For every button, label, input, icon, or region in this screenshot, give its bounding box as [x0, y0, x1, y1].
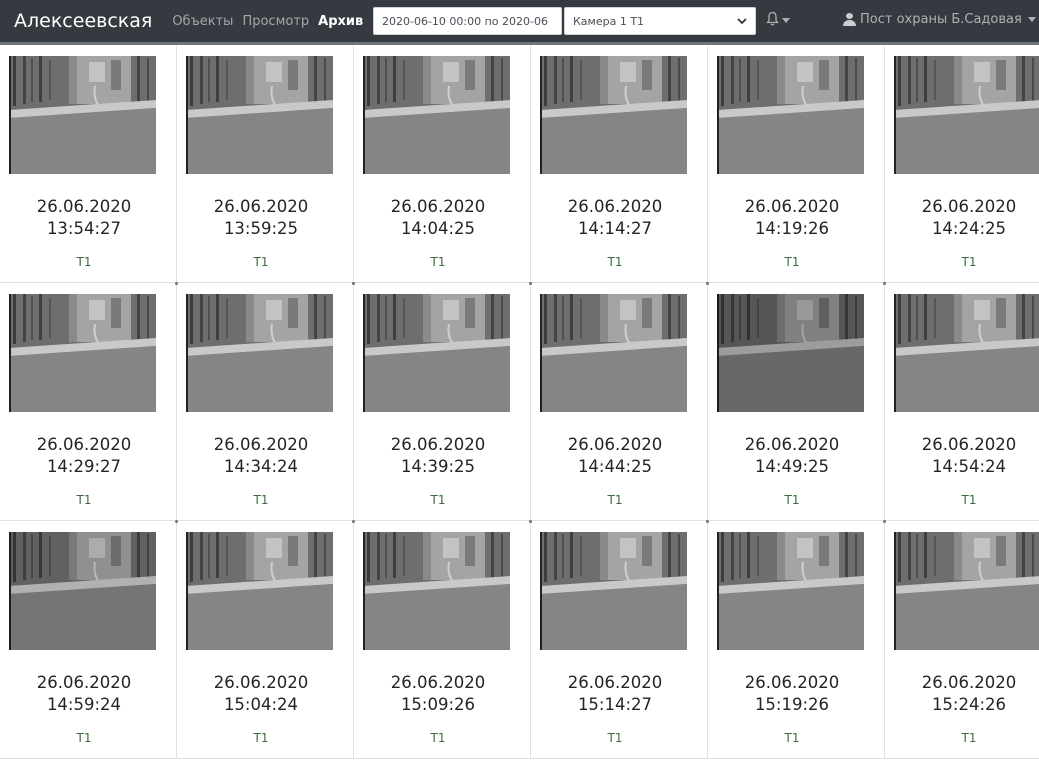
frame-camera-label: T1 [253, 493, 269, 507]
camera-select-value: Камера 1 Т1 [573, 14, 645, 28]
frame-card[interactable] [531, 521, 708, 759]
nav-link-objects[interactable]: Объекты [172, 13, 234, 29]
frame-date: 26.06.2020 [921, 197, 1017, 216]
grid-separator-dot [352, 282, 355, 285]
frame-thumbnail[interactable] [186, 294, 333, 412]
frame-thumbnail[interactable] [894, 532, 1039, 650]
top-navbar [0, 0, 1039, 42]
frame-card[interactable] [354, 283, 531, 521]
grid-separator-dot [352, 520, 355, 523]
frame-time: 14:29:27 [46, 457, 122, 476]
user-icon [843, 13, 856, 26]
frame-card[interactable] [0, 521, 177, 759]
frame-time: 14:19:26 [754, 219, 830, 238]
frame-date: 26.06.2020 [744, 197, 840, 216]
grid-separator-dot [175, 282, 178, 285]
frame-card[interactable] [708, 521, 885, 759]
grid-separator-dot [883, 282, 886, 285]
frame-card[interactable] [0, 45, 177, 283]
chevron-down-icon [737, 15, 747, 28]
caret-down-icon [1028, 17, 1036, 22]
frame-thumbnail[interactable] [363, 56, 510, 174]
frame-thumbnail[interactable] [894, 294, 1039, 412]
frame-thumbnail[interactable] [363, 532, 510, 650]
camera-select[interactable] [564, 7, 756, 35]
frame-camera-label: T1 [76, 731, 92, 745]
frame-thumbnail[interactable] [894, 56, 1039, 174]
frame-camera-label: T1 [784, 731, 800, 745]
frame-camera-label: T1 [961, 493, 977, 507]
frame-card[interactable] [177, 521, 354, 759]
frame-time: 14:34:24 [223, 457, 299, 476]
frame-camera-label: T1 [607, 255, 623, 269]
frame-time: 13:59:25 [223, 219, 299, 238]
frame-time: 14:59:24 [46, 695, 122, 714]
frame-card[interactable] [708, 283, 885, 521]
frame-date: 26.06.2020 [36, 673, 132, 692]
frame-time: 15:09:26 [400, 695, 476, 714]
frame-thumbnail[interactable] [717, 56, 864, 174]
frame-time: 14:04:25 [400, 219, 476, 238]
frame-thumbnail[interactable] [540, 532, 687, 650]
frame-thumbnail[interactable] [540, 56, 687, 174]
frame-time: 15:04:24 [223, 695, 299, 714]
frame-thumbnail[interactable] [9, 294, 156, 412]
frame-date: 26.06.2020 [390, 673, 486, 692]
frame-camera-label: T1 [253, 731, 269, 745]
user-name: Пост охраны Б.Садовая [860, 12, 1022, 27]
frame-thumbnail[interactable] [9, 532, 156, 650]
frame-thumbnail[interactable] [363, 294, 510, 412]
frame-date: 26.06.2020 [567, 673, 663, 692]
frame-date: 26.06.2020 [567, 197, 663, 216]
caret-down-icon [782, 18, 790, 23]
frame-date: 26.06.2020 [213, 435, 309, 454]
frame-card[interactable] [531, 283, 708, 521]
bell-icon [766, 11, 779, 30]
frame-camera-label: T1 [430, 255, 446, 269]
frame-thumbnail[interactable] [9, 56, 156, 174]
grid-separator-dot [175, 520, 178, 523]
date-range-input[interactable] [373, 7, 562, 35]
frame-card[interactable] [354, 521, 531, 759]
frame-card[interactable] [177, 45, 354, 283]
notifications-button[interactable] [766, 11, 790, 30]
frame-thumbnail[interactable] [540, 294, 687, 412]
frame-date: 26.06.2020 [36, 197, 132, 216]
frame-time: 15:19:26 [754, 695, 830, 714]
frame-time: 14:24:25 [931, 219, 1007, 238]
frame-time: 14:14:27 [577, 219, 653, 238]
frame-date: 26.06.2020 [36, 435, 132, 454]
nav-link-archive[interactable]: Архив [318, 13, 364, 29]
grid-separator-dot [706, 520, 709, 523]
frame-camera-label: T1 [961, 255, 977, 269]
brand-title[interactable]: Алексеевская [14, 10, 153, 32]
frame-thumbnail[interactable] [186, 532, 333, 650]
frame-card[interactable] [885, 521, 1039, 759]
frame-date: 26.06.2020 [567, 435, 663, 454]
frame-time: 15:24:26 [931, 695, 1007, 714]
grid-separator-dot [706, 282, 709, 285]
frame-camera-label: T1 [607, 493, 623, 507]
frame-thumbnail[interactable] [717, 532, 864, 650]
frame-camera-label: T1 [784, 255, 800, 269]
frame-card[interactable] [531, 45, 708, 283]
frame-date: 26.06.2020 [213, 197, 309, 216]
frame-date: 26.06.2020 [744, 435, 840, 454]
nav-link-view[interactable]: Просмотр [242, 13, 310, 29]
frame-card[interactable] [354, 45, 531, 283]
user-menu[interactable] [843, 12, 1036, 27]
grid-separator-dot [529, 282, 532, 285]
grid-separator-dot [529, 520, 532, 523]
frame-time: 14:54:24 [931, 457, 1007, 476]
frame-card[interactable] [177, 283, 354, 521]
frame-camera-label: T1 [76, 255, 92, 269]
frame-date: 26.06.2020 [744, 673, 840, 692]
frame-time: 15:14:27 [577, 695, 653, 714]
frame-camera-label: T1 [784, 493, 800, 507]
frame-camera-label: T1 [430, 731, 446, 745]
frame-date: 26.06.2020 [213, 673, 309, 692]
frame-camera-label: T1 [76, 493, 92, 507]
frame-camera-label: T1 [430, 493, 446, 507]
frame-date: 26.06.2020 [921, 435, 1017, 454]
frame-time: 14:39:25 [400, 457, 476, 476]
frame-thumbnail[interactable] [717, 294, 864, 412]
frame-card[interactable] [708, 45, 885, 283]
grid-separator-dot [883, 520, 886, 523]
frame-camera-label: T1 [961, 731, 977, 745]
frame-card[interactable] [0, 283, 177, 521]
frame-time: 14:49:25 [754, 457, 830, 476]
frame-date: 26.06.2020 [390, 435, 486, 454]
frame-time: 14:44:25 [577, 457, 653, 476]
frame-card[interactable] [885, 45, 1039, 283]
frame-date: 26.06.2020 [390, 197, 486, 216]
frame-date: 26.06.2020 [921, 673, 1017, 692]
frame-card[interactable] [885, 283, 1039, 521]
frame-camera-label: T1 [607, 731, 623, 745]
frame-camera-label: T1 [253, 255, 269, 269]
frame-time: 13:54:27 [46, 219, 122, 238]
frame-thumbnail[interactable] [186, 56, 333, 174]
